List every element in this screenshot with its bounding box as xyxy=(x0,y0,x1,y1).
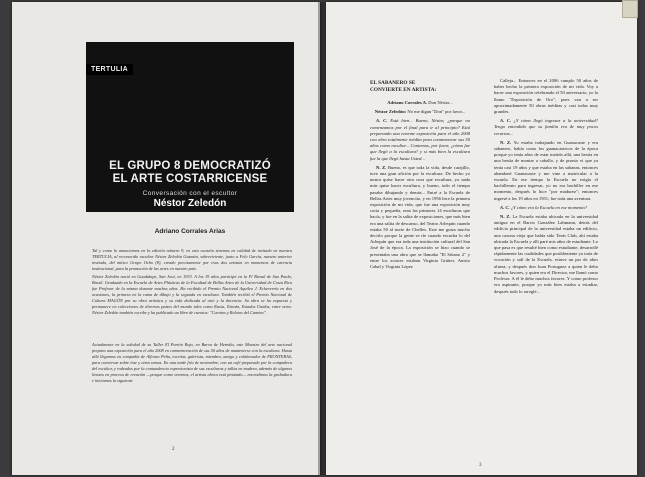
speaker-label: Adriano Corrales A. xyxy=(387,100,428,105)
article-title-line2: EL ARTE COSTARRICENSE xyxy=(112,173,268,185)
speaker-label: N. Z. xyxy=(500,214,511,220)
section-heading-line1: EL SABANERO SE xyxy=(370,80,416,86)
speaker-label: A. C. xyxy=(500,204,510,210)
interview-paragraph xyxy=(494,214,598,295)
page-number-left: 2 xyxy=(172,447,175,452)
bio-paragraph: Néstor Zeledón nació en Guadalupe, San José, en 1933. A los 19 años participó en la IV Bienal de Sao Paulo, Brasil. Graduado en la Escuela de Artes Plásticas de la Facultad de Bellas Artes de la Universidad de Costa Rica fue Profesor de la misma durante muchos años. Ha recibido el Premio Nacional Aquileo J. Echeverría en dos ocasiones, la primera en la rama de dibujo y la segunda en escultura. También recibió el Premio Nacional de Cultura MAGÓN por su obra artística y su vida dedicada al arte y la docencia. Su obra se ha expuesto y permanece en colecciones de diversos países del mundo tales como Rusia, Taiwán, Estados Unidos, entre otros. Néstor Zeledón también escribe y ha publicado un libro de cuentos: "Cuentos y Relatos del Camino". xyxy=(92,274,292,315)
speaker-label: N. Z. xyxy=(376,164,387,170)
interviewee-name: Néstor Zeledón xyxy=(153,198,227,209)
speaker-label: Néstor Zeledón: xyxy=(374,109,407,115)
interview-paragraph xyxy=(494,205,598,211)
interview-paragraph xyxy=(370,118,470,161)
bookmark-tab xyxy=(622,0,638,18)
interview-paragraph xyxy=(370,165,470,270)
interview-paragraph xyxy=(370,100,470,106)
page-number-right: 3 xyxy=(479,463,482,468)
paragraph-text: Yo estaba trabajando en Guanacaste y era sabanero, había como los guanacastecos de la época porque yo tenía años de estar metido allá, una bestia en una bestia de montar a caballo, y de pronto vi que ya tenía casi 19 años y que estaba en las sabanas, entonces abandoné Guanacaste y me vine a matricular a la escuela. En ese tiempo la Escuela no exigía el bachillerato para ingresar, yo no era bachiller en ese momento, después lo hice "por madurez"; entonces ingresé a los 19 años en 1951; fue toda una aventura. xyxy=(494,139,598,201)
context-paragraph: Actualmente en la soledad de su Taller El Portón Rojo, en Barva de Heredia, este Maestro del arte nacional prepara una exposición para el año 2008 en conmemoración de sus 50 años de mantenerse con la escultura. Hasta allá llegamos en compañía de Alfonso Peña, escritor, galerista, miembro, amigo y colaborador de FRONTERAS, para conversar sobre éste y otros temas. En una tarde fría de noviembre, con un café preparado por la compañera del escultor, y rodeados por la contundencia expresionista de sus esculturas y tallas en madera, además de algunos lienzos en proceso de creación —porque como veremos, el artista ahora está pintando— encendimos la grabadora e iniciamos la siguiente xyxy=(92,342,292,383)
text-column-2 xyxy=(494,78,598,298)
paragraph-text: ¿Y cómo llegó ingresar a la universidad? Tengo entendido que su familia era de muy pocos recursos... xyxy=(494,118,598,136)
section-heading xyxy=(370,80,470,94)
paragraph-text: ¿Y cómo era la Escuela en ese momento? xyxy=(510,204,588,210)
paragraph-text: Calleja... Entonces en el 2006 cumplo 50 años de haber hecho la primera exposición de mi vida. Voy a hacer una exposición celebrando el 50 aniversario, yo la llamo "Exposición de Oro", pues van a ser aproximadamente 50 obras inéditas y casi todas muy grandes. xyxy=(494,78,598,115)
author-byline: Adriano Corrales Arias xyxy=(154,228,226,235)
interview-paragraph xyxy=(370,109,470,115)
paragraph-text: Don Néstor... xyxy=(428,100,453,105)
speaker-label: A. C. xyxy=(500,118,511,124)
article-banner xyxy=(86,42,294,212)
interview-paragraph xyxy=(494,118,598,137)
section-heading-line2: CONVIERTE EN ARTISTA: xyxy=(370,87,437,93)
interview-paragraph xyxy=(494,78,598,115)
intro-paragraph: Tal y como lo anunciamos en la edición número 9, en esta ocasión tenemos en calidad de invitado en nuestra TERTULIA, al reconocido escultor Néstor Zeledón Guzmán, sobreviviente, junto a Felo García, nuestro anterior invitado, del mítico Grupo Ocho (8), creado precisamente por esos dos artistas en momentos de carencia institucional, para la promoción de las artes en nuestro país. xyxy=(92,248,292,271)
speaker-label: N. Z. xyxy=(500,139,512,145)
section-label: TERTULIA xyxy=(86,64,133,75)
paragraph-text: Bueno, es que toda la vida, desde carajillo, tuve una gran afición por la escultura. De hecho yo nunca quise hacer otra cosa que escultura, yo nada más quise hacer escultura, y bueno, todo el tiempo pasaba dibujando y demás... Entré a la Escuela de Bellas Artes muy jovencito, y en 1956 hice la primera exposición de mi vida, que fue una exposición muy corta y pequeña, eran las primeras 14 esculturas que hacía, y fue en la salita de exposiciones, que más bien era una salita de descanso, del Teatro Arlequín cuando estaba 50 al norte de Chelles. Este me gusta mucho decirlo porque la gente se ríe cuando escucha lo del Arlequín que era toda una institución cultural del San José de la época. La exposición se hizo cuando se presentaba una obra que se llamaba "El Sótano 2" y entre los actores estaban Virginia Grütter, Anisio Cabal y Virginia López xyxy=(370,164,470,270)
left-page xyxy=(12,2,320,475)
article-title-line1: EL GRUPO 8 DEMOCRATIZÓ xyxy=(109,160,271,172)
speaker-label: A. C. xyxy=(376,118,388,124)
paragraph-text: No me digan "Don" por favor... xyxy=(407,109,466,115)
interview-paragraph xyxy=(494,140,598,202)
article-subtitle: Conversación con el escultor xyxy=(142,190,238,197)
paragraph-text: Está bien... Bueno, Néstor, ¿porque no comenzamos por el final para ir al principio? Está preparando una enorme exposición para el año 2008 con obra totalmente inédita para conmemorar sus 50 años como escultor... Contemos, por favor, ¿cómo fue que llegó a la escultura? y si más bien la escultura fue la que llegó hasta Usted... xyxy=(370,118,470,161)
text-column-1 xyxy=(370,100,470,273)
paragraph-text: La Escuela estaba ubicada en la universidad antigua en el Barrio González Lahmann, detrás del edificio principal de la universidad estaba un edificio, una casona vieja que había sido Tenis Club, ahí estaba ubicada la Escuela y allí paré mis años de estudiante. Lo que pasa es que resulté bien como estudiante, desarrollé rápidamente las cualidades que posiblemente ya traía de vocación y salí de la Escuela, estuve un par de años afuera, y después don Juan Portuguez a quien le debo muchos favores, y quien era el Director, me llamó como Profesor. A él le debo muchos favores. Y como profesor era aspirante, porque yo más bien estaba a estudiar, después todo lo arreglé... xyxy=(494,214,599,294)
right-page xyxy=(326,2,637,475)
